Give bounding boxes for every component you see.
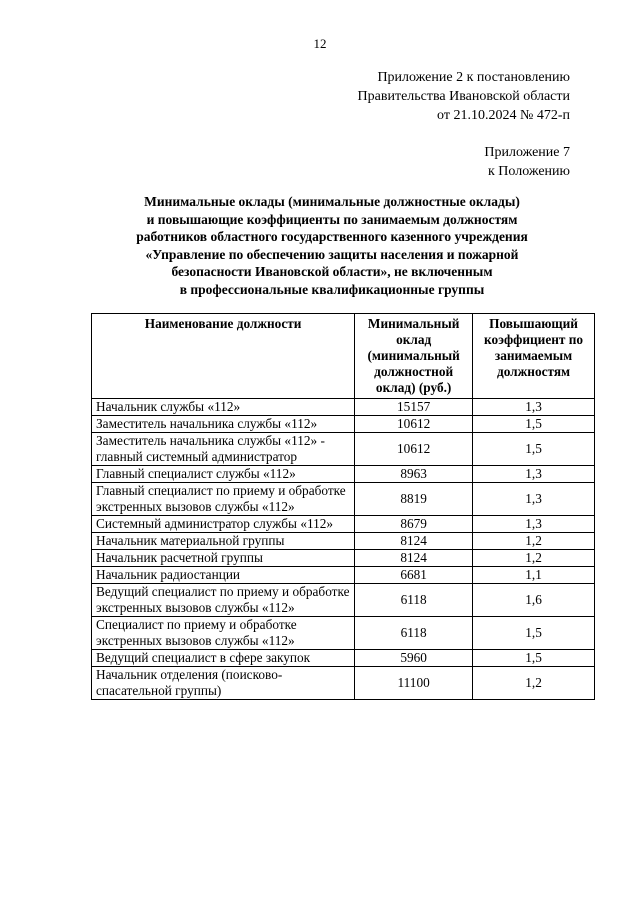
title-line: в профессиональные квалификационные группы — [179, 281, 485, 297]
salary-cell: 6681 — [355, 567, 473, 584]
salary-cell: 6118 — [355, 617, 473, 650]
position-cell: Ведущий специалист в сфере закупок — [92, 650, 355, 667]
position-cell: Начальник расчетной группы — [92, 550, 355, 567]
appendix-sub-reference — [484, 143, 570, 181]
salary-cell: 5960 — [355, 650, 473, 667]
coefficient-cell: 1,2 — [473, 550, 595, 567]
table-row — [92, 483, 595, 516]
position-cell: Главный специалист службы «112» — [92, 466, 355, 483]
appendix-line: Правительства Ивановской области — [357, 89, 570, 104]
salary-cell: 6118 — [355, 584, 473, 617]
salary-cell: 8963 — [355, 466, 473, 483]
coefficient-cell: 1,1 — [473, 567, 595, 584]
header-salary: Минимальный оклад (минимальный должностной оклад) (руб.) — [355, 314, 473, 399]
coefficient-cell: 1,5 — [473, 617, 595, 650]
table-row — [92, 567, 595, 584]
coefficient-cell: 1,2 — [473, 667, 595, 700]
coefficient-cell: 1,3 — [473, 466, 595, 483]
table-row — [92, 399, 595, 416]
title-line: «Управление по обеспечению защиты населения и пожарной — [145, 246, 519, 262]
title-line: Минимальные оклады (минимальные должностные оклады) — [144, 194, 520, 209]
position-cell: Главный специалист по приему и обработке экстренных вызовов службы «112» — [92, 483, 355, 516]
salary-cell: 8819 — [355, 483, 473, 516]
table-row — [92, 667, 595, 700]
table-row — [92, 533, 595, 550]
table-row — [92, 584, 595, 617]
coefficient-cell: 1,5 — [473, 650, 595, 667]
coefficient-cell: 1,3 — [473, 399, 595, 416]
position-cell: Системный администратор службы «112» — [92, 516, 355, 533]
page-number: 12 — [313, 36, 327, 51]
appendix-sub-line: Приложение 7 — [484, 145, 570, 160]
position-cell: Начальник отделения (поисково-спасательной группы) — [92, 667, 355, 700]
table-row — [92, 650, 595, 667]
table-row — [92, 550, 595, 567]
header-position: Наименование должности — [92, 314, 355, 399]
document-title — [0, 193, 640, 299]
table-row — [92, 617, 595, 650]
salary-cell: 15157 — [355, 399, 473, 416]
coefficient-cell: 1,6 — [473, 584, 595, 617]
salary-cell: 8124 — [355, 533, 473, 550]
position-cell: Начальник радиостанции — [92, 567, 355, 584]
table-row — [92, 416, 595, 433]
position-cell: Заместитель начальника службы «112» — [92, 416, 355, 433]
salary-cell: 10612 — [355, 433, 473, 466]
coefficient-cell: 1,3 — [473, 516, 595, 533]
salary-cell: 11100 — [355, 667, 473, 700]
header-coefficient: Повышающий коэффициент по занимаемым должностям — [473, 314, 595, 399]
salary-cell: 8124 — [355, 550, 473, 567]
table-header-row — [92, 314, 595, 399]
appendix-line: Приложение 2 к постановлению — [377, 70, 570, 85]
appendix-line: от 21.10.2024 № 472-п — [437, 108, 570, 123]
position-cell: Заместитель начальника службы «112» - главный системный администратор — [92, 433, 355, 466]
appendix-sub-line: к Положению — [487, 164, 570, 179]
table-row — [92, 433, 595, 466]
position-cell: Начальник службы «112» — [92, 399, 355, 416]
salary-cell: 10612 — [355, 416, 473, 433]
title-line: и повышающие коэффициенты по занимаемым должностям — [146, 211, 518, 227]
coefficient-cell: 1,5 — [473, 416, 595, 433]
salary-cell: 8679 — [355, 516, 473, 533]
coefficient-cell: 1,2 — [473, 533, 595, 550]
position-cell: Ведущий специалист по приему и обработке экстренных вызовов службы «112» — [92, 584, 355, 617]
coefficient-cell: 1,3 — [473, 483, 595, 516]
table-row — [92, 466, 595, 483]
position-cell: Специалист по приему и обработке экстренных вызовов службы «112» — [92, 617, 355, 650]
appendix-reference — [358, 68, 570, 125]
position-cell: Начальник материальной группы — [92, 533, 355, 550]
table-row — [92, 516, 595, 533]
salary-table — [91, 313, 595, 700]
title-line: работников областного государственного казенного учреждения — [136, 229, 528, 245]
coefficient-cell: 1,5 — [473, 433, 595, 466]
title-line: безопасности Ивановской области», не включенным — [171, 264, 493, 280]
